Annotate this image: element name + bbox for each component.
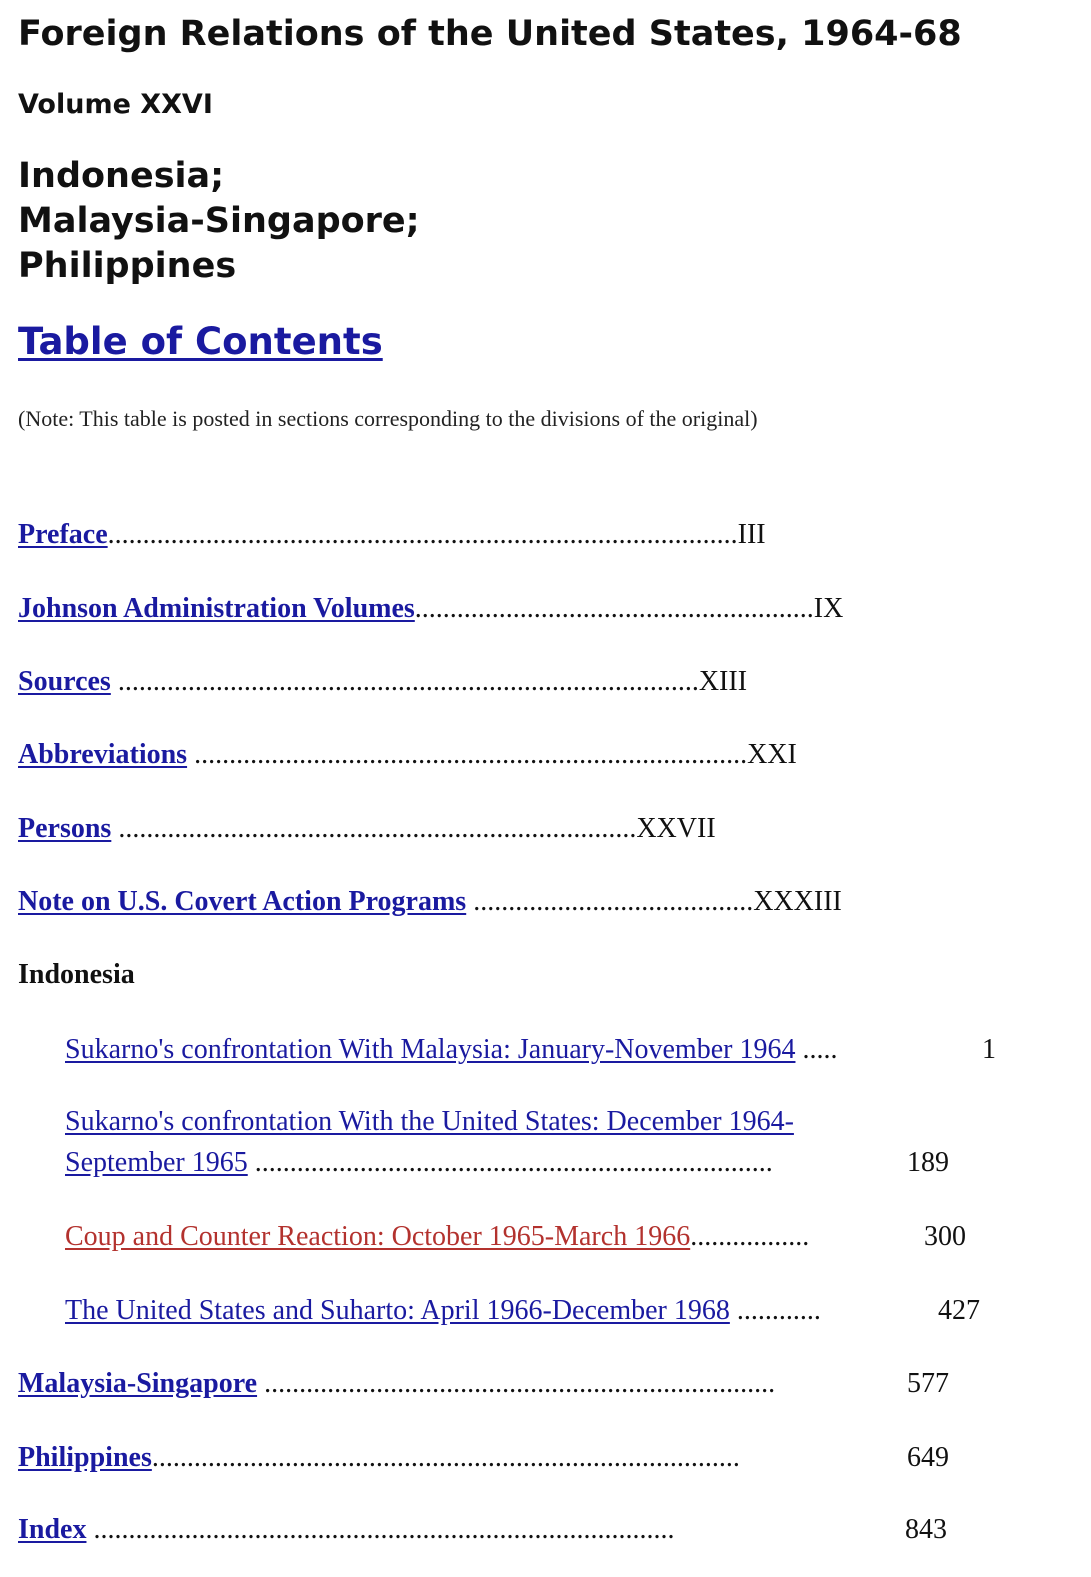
page-number: 1 <box>982 1034 996 1065</box>
section-heading-indonesia: Indonesia <box>18 959 135 990</box>
toc-entry-johnson-volumes <box>18 589 843 629</box>
toc-entry-indonesia-2-cont <box>65 1143 773 1183</box>
toc-entry-indonesia-3 <box>65 1217 809 1257</box>
sources-link[interactable]: Sources <box>18 666 111 697</box>
leader-dots: ......................................................................... <box>257 1368 776 1399</box>
toc-entry-indonesia-1 <box>65 1030 837 1070</box>
page-number: 189 <box>907 1147 949 1178</box>
coup-counter-reaction-link[interactable]: Coup and Counter Reaction: October 1965-March 1966 <box>65 1221 691 1252</box>
johnson-administration-volumes-link[interactable]: Johnson Administration Volumes <box>18 593 415 624</box>
confrontation-us-link-cont[interactable]: September 1965 <box>65 1147 248 1178</box>
confrontation-malaysia-link[interactable]: Sukarno's confrontation With Malaysia: January-November 1964 <box>65 1034 796 1065</box>
subject-line: Indonesia; <box>18 156 225 196</box>
page-number: IX <box>813 593 844 624</box>
preface-link[interactable]: Preface <box>18 519 108 550</box>
toc-entry-index <box>18 1510 674 1550</box>
abbreviations-link[interactable]: Abbreviations <box>18 739 188 770</box>
philippines-link[interactable]: Philippines <box>18 1442 152 1473</box>
toc-entry-persons <box>18 809 716 849</box>
leader-dots: ........................................ <box>466 886 754 917</box>
leader-dots: ................. <box>690 1221 810 1252</box>
toc-entry-indonesia-4 <box>65 1291 821 1331</box>
page-number: 427 <box>938 1295 980 1326</box>
leader-dots: ............................................................................... <box>187 739 748 770</box>
toc-entry-abbreviations <box>18 735 797 775</box>
page-number: 300 <box>924 1221 966 1252</box>
page-number: 843 <box>905 1514 947 1545</box>
leader-dots: ......................................................... <box>414 593 814 624</box>
toc-entry-preface <box>18 515 766 555</box>
volume-subject <box>18 154 420 289</box>
page-number: 577 <box>907 1368 949 1399</box>
toc-entry-philippines <box>18 1438 740 1478</box>
toc-entry-indonesia-2 <box>65 1102 794 1142</box>
toc-note: (Note: This table is posted in sections corresponding to the divisions of the original) <box>18 406 758 431</box>
leader-dots: ..... <box>795 1034 838 1065</box>
subject-line: Malaysia-Singapore; <box>18 201 420 241</box>
leader-dots: ................................................................................... <box>110 666 699 697</box>
volume-label: Volume XXVI <box>18 89 213 120</box>
page-number: 649 <box>907 1442 949 1473</box>
page-number: XXXIII <box>753 886 842 917</box>
leader-dots: ................................................................................... <box>86 1514 675 1545</box>
page-title: Foreign Relations of the United States, 1964-68 <box>18 14 962 54</box>
leader-dots: .................................................................................... <box>151 1442 740 1473</box>
subject-line: Philippines <box>18 246 237 286</box>
page-number: XIII <box>698 666 748 697</box>
toc-entry-malaysia-singapore <box>18 1364 775 1404</box>
page-number: XXI <box>747 739 797 770</box>
page-number: III <box>737 519 766 550</box>
confrontation-us-link[interactable]: Sukarno's confrontation With the United States: December 1964- <box>65 1106 794 1137</box>
malaysia-singapore-link[interactable]: Malaysia-Singapore <box>18 1368 258 1399</box>
toc-heading-link[interactable]: Table of Contents <box>18 320 383 363</box>
toc-entry-sources <box>18 662 747 702</box>
leader-dots: .......................................................................... <box>111 813 637 844</box>
covert-action-programs-link[interactable]: Note on U.S. Covert Action Programs <box>18 886 467 917</box>
leader-dots: ............ <box>729 1295 821 1326</box>
index-link[interactable]: Index <box>18 1514 87 1545</box>
toc-entry-covert-action <box>18 882 842 922</box>
leader-dots: .......................................................................................... <box>107 519 738 550</box>
leader-dots: .......................................................................... <box>247 1147 773 1178</box>
page-number: XXVII <box>636 813 716 844</box>
us-and-suharto-link[interactable]: The United States and Suharto: April 1966-December 1968 <box>65 1295 730 1326</box>
persons-link[interactable]: Persons <box>18 813 112 844</box>
